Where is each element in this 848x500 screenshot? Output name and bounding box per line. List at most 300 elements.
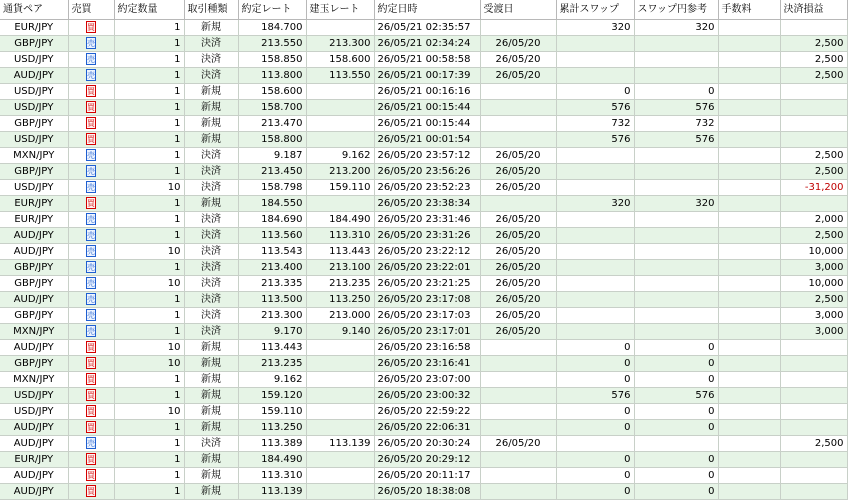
cell-swap-yen: 0 bbox=[634, 484, 718, 500]
cell-trade-type: 新規 bbox=[184, 404, 238, 420]
table-row[interactable] bbox=[0, 260, 847, 276]
table-row[interactable] bbox=[0, 84, 847, 100]
cell-fee bbox=[718, 356, 780, 372]
cell-swap-yen bbox=[634, 212, 718, 228]
cell-swap-yen bbox=[634, 148, 718, 164]
cell-fee bbox=[718, 148, 780, 164]
cell-swap-yen: 576 bbox=[634, 100, 718, 116]
sell-badge: 売 bbox=[87, 327, 95, 336]
cell-quantity: 1 bbox=[114, 196, 184, 212]
cell-quantity: 1 bbox=[114, 52, 184, 68]
cell-trade-type: 決済 bbox=[184, 212, 238, 228]
cell-swap-total: 576 bbox=[556, 388, 634, 404]
cell-pnl bbox=[780, 404, 847, 420]
cell-swap-yen bbox=[634, 52, 718, 68]
cell-fee bbox=[718, 84, 780, 100]
table-row[interactable] bbox=[0, 68, 847, 84]
cell-swap-total bbox=[556, 324, 634, 340]
cell-swap-total: 0 bbox=[556, 404, 634, 420]
cell-exec-datetime: 26/05/21 00:15:44 bbox=[374, 116, 480, 132]
cell-exec-rate: 184.490 bbox=[238, 452, 306, 468]
cell-quantity: 10 bbox=[114, 180, 184, 196]
buy-badge: 買 bbox=[87, 103, 95, 112]
cell-side bbox=[68, 388, 114, 404]
cell-pair: AUD/JPY bbox=[0, 244, 68, 260]
table-row[interactable] bbox=[0, 116, 847, 132]
cell-pnl bbox=[780, 420, 847, 436]
cell-quantity: 1 bbox=[114, 436, 184, 452]
cell-quantity: 1 bbox=[114, 148, 184, 164]
cell-exec-rate: 9.162 bbox=[238, 372, 306, 388]
cell-swap-yen: 576 bbox=[634, 132, 718, 148]
cell-exec-datetime: 26/05/20 23:16:41 bbox=[374, 356, 480, 372]
cell-pair: AUD/JPY bbox=[0, 420, 68, 436]
table-row[interactable] bbox=[0, 228, 847, 244]
cell-trade-type: 決済 bbox=[184, 324, 238, 340]
cell-quantity: 1 bbox=[114, 164, 184, 180]
cell-pair: GBP/JPY bbox=[0, 276, 68, 292]
table-row[interactable] bbox=[0, 340, 847, 356]
cell-exec-rate: 158.798 bbox=[238, 180, 306, 196]
cell-side bbox=[68, 180, 114, 196]
cell-side bbox=[68, 372, 114, 388]
cell-settle-date: 26/05/20 bbox=[480, 228, 556, 244]
cell-fee bbox=[718, 404, 780, 420]
cell-swap-total: 0 bbox=[556, 372, 634, 388]
cell-side bbox=[68, 436, 114, 452]
cell-side bbox=[68, 148, 114, 164]
cell-fee bbox=[718, 308, 780, 324]
cell-pnl: -31,200 bbox=[780, 180, 847, 196]
sell-badge: 売 bbox=[87, 215, 95, 224]
cell-swap-yen bbox=[634, 308, 718, 324]
column-header-pair[interactable]: 通貨ペア bbox=[0, 0, 68, 20]
column-header-fee[interactable]: 手数料 bbox=[718, 0, 780, 20]
cell-swap-total bbox=[556, 148, 634, 164]
cell-quantity: 1 bbox=[114, 116, 184, 132]
cell-fee bbox=[718, 340, 780, 356]
cell-side bbox=[68, 196, 114, 212]
cell-exec-datetime: 26/05/20 23:17:08 bbox=[374, 292, 480, 308]
cell-open-rate bbox=[306, 420, 374, 436]
cell-pair: USD/JPY bbox=[0, 132, 68, 148]
table-row[interactable] bbox=[0, 436, 847, 452]
cell-trade-type: 決済 bbox=[184, 68, 238, 84]
cell-settle-date: 26/05/20 bbox=[480, 324, 556, 340]
table-row[interactable] bbox=[0, 164, 847, 180]
cell-side bbox=[68, 52, 114, 68]
cell-side bbox=[68, 484, 114, 500]
table-row[interactable] bbox=[0, 324, 847, 340]
cell-exec-datetime: 26/05/20 23:31:46 bbox=[374, 212, 480, 228]
cell-open-rate: 113.310 bbox=[306, 228, 374, 244]
cell-pnl bbox=[780, 484, 847, 500]
sell-badge: 売 bbox=[87, 263, 95, 272]
buy-badge: 買 bbox=[87, 359, 95, 368]
table-body bbox=[0, 20, 847, 500]
cell-trade-type: 新規 bbox=[184, 388, 238, 404]
cell-pnl: 3,000 bbox=[780, 308, 847, 324]
cell-swap-total: 732 bbox=[556, 116, 634, 132]
cell-settle-date: 26/05/20 bbox=[480, 308, 556, 324]
cell-fee bbox=[718, 132, 780, 148]
cell-pair: GBP/JPY bbox=[0, 36, 68, 52]
cell-settle-date: 26/05/20 bbox=[480, 276, 556, 292]
cell-quantity: 10 bbox=[114, 356, 184, 372]
cell-side bbox=[68, 244, 114, 260]
cell-settle-date: 26/05/20 bbox=[480, 436, 556, 452]
cell-open-rate: 113.550 bbox=[306, 68, 374, 84]
cell-trade-type: 新規 bbox=[184, 420, 238, 436]
cell-open-rate bbox=[306, 404, 374, 420]
cell-swap-yen: 320 bbox=[634, 20, 718, 36]
cell-settle-date: 26/05/20 bbox=[480, 36, 556, 52]
cell-trade-type: 新規 bbox=[184, 484, 238, 500]
cell-open-rate: 9.162 bbox=[306, 148, 374, 164]
column-header-quantity[interactable]: 約定数量 bbox=[114, 0, 184, 20]
cell-side bbox=[68, 68, 114, 84]
cell-swap-total bbox=[556, 260, 634, 276]
column-header-swap-yen[interactable]: スワップ円参考 bbox=[634, 0, 718, 20]
cell-pnl bbox=[780, 20, 847, 36]
cell-trade-type: 新規 bbox=[184, 356, 238, 372]
cell-swap-yen: 732 bbox=[634, 116, 718, 132]
cell-quantity: 10 bbox=[114, 340, 184, 356]
cell-exec-datetime: 26/05/20 23:22:01 bbox=[374, 260, 480, 276]
cell-exec-rate: 158.800 bbox=[238, 132, 306, 148]
cell-settle-date bbox=[480, 116, 556, 132]
table-row[interactable] bbox=[0, 100, 847, 116]
sell-badge: 売 bbox=[87, 55, 95, 64]
cell-exec-datetime: 26/05/20 23:31:26 bbox=[374, 228, 480, 244]
cell-pnl: 2,500 bbox=[780, 52, 847, 68]
cell-quantity: 1 bbox=[114, 212, 184, 228]
cell-open-rate bbox=[306, 116, 374, 132]
cell-open-rate bbox=[306, 372, 374, 388]
cell-swap-total bbox=[556, 292, 634, 308]
cell-exec-datetime: 26/05/20 23:57:12 bbox=[374, 148, 480, 164]
cell-swap-total bbox=[556, 276, 634, 292]
cell-settle-date bbox=[480, 468, 556, 484]
cell-fee bbox=[718, 276, 780, 292]
sell-badge: 売 bbox=[87, 279, 95, 288]
cell-swap-yen: 320 bbox=[634, 196, 718, 212]
cell-swap-total bbox=[556, 52, 634, 68]
cell-pair: EUR/JPY bbox=[0, 20, 68, 36]
cell-quantity: 1 bbox=[114, 468, 184, 484]
cell-pair: USD/JPY bbox=[0, 100, 68, 116]
cell-side bbox=[68, 340, 114, 356]
sell-badge: 売 bbox=[87, 295, 95, 304]
cell-pnl bbox=[780, 84, 847, 100]
cell-side bbox=[68, 404, 114, 420]
cell-swap-yen bbox=[634, 260, 718, 276]
cell-fee bbox=[718, 116, 780, 132]
cell-settle-date: 26/05/20 bbox=[480, 244, 556, 260]
cell-pair: GBP/JPY bbox=[0, 356, 68, 372]
cell-exec-rate: 213.400 bbox=[238, 260, 306, 276]
cell-swap-yen bbox=[634, 164, 718, 180]
cell-trade-type: 決済 bbox=[184, 308, 238, 324]
buy-badge: 買 bbox=[87, 423, 95, 432]
cell-pair: USD/JPY bbox=[0, 404, 68, 420]
cell-pair: AUD/JPY bbox=[0, 484, 68, 500]
cell-fee bbox=[718, 452, 780, 468]
cell-open-rate: 113.139 bbox=[306, 436, 374, 452]
cell-exec-datetime: 26/05/21 02:35:57 bbox=[374, 20, 480, 36]
cell-settle-date bbox=[480, 484, 556, 500]
cell-pnl bbox=[780, 468, 847, 484]
cell-swap-yen: 0 bbox=[634, 372, 718, 388]
cell-pair: MXN/JPY bbox=[0, 324, 68, 340]
cell-pnl: 2,500 bbox=[780, 292, 847, 308]
cell-exec-datetime: 26/05/21 00:15:44 bbox=[374, 100, 480, 116]
cell-swap-yen: 0 bbox=[634, 468, 718, 484]
cell-swap-total: 0 bbox=[556, 452, 634, 468]
cell-side bbox=[68, 468, 114, 484]
table-row[interactable] bbox=[0, 356, 847, 372]
cell-fee bbox=[718, 36, 780, 52]
cell-quantity: 10 bbox=[114, 404, 184, 420]
cell-swap-total: 0 bbox=[556, 84, 634, 100]
cell-side bbox=[68, 356, 114, 372]
buy-badge: 買 bbox=[87, 455, 95, 464]
cell-exec-rate: 113.560 bbox=[238, 228, 306, 244]
cell-exec-rate: 213.235 bbox=[238, 356, 306, 372]
table-row[interactable] bbox=[0, 180, 847, 196]
sell-badge: 売 bbox=[87, 39, 95, 48]
cell-quantity: 1 bbox=[114, 20, 184, 36]
cell-pnl: 10,000 bbox=[780, 244, 847, 260]
cell-side bbox=[68, 420, 114, 436]
cell-trade-type: 決済 bbox=[184, 276, 238, 292]
cell-swap-total: 576 bbox=[556, 132, 634, 148]
table-row[interactable] bbox=[0, 388, 847, 404]
buy-badge: 買 bbox=[87, 343, 95, 352]
cell-trade-type: 新規 bbox=[184, 100, 238, 116]
cell-settle-date: 26/05/20 bbox=[480, 180, 556, 196]
cell-swap-yen: 0 bbox=[634, 356, 718, 372]
table-row[interactable] bbox=[0, 452, 847, 468]
table-row[interactable] bbox=[0, 276, 847, 292]
column-header-exec-datetime[interactable]: 約定日時 bbox=[374, 0, 480, 20]
cell-trade-type: 決済 bbox=[184, 180, 238, 196]
cell-swap-yen: 0 bbox=[634, 340, 718, 356]
cell-open-rate bbox=[306, 388, 374, 404]
sell-badge: 売 bbox=[87, 439, 95, 448]
column-header-open-rate[interactable]: 建玉レート bbox=[306, 0, 374, 20]
cell-fee bbox=[718, 164, 780, 180]
cell-quantity: 10 bbox=[114, 276, 184, 292]
cell-exec-rate: 158.850 bbox=[238, 52, 306, 68]
cell-trade-type: 新規 bbox=[184, 196, 238, 212]
cell-side bbox=[68, 100, 114, 116]
cell-swap-yen bbox=[634, 180, 718, 196]
cell-fee bbox=[718, 484, 780, 500]
table-row[interactable] bbox=[0, 372, 847, 388]
cell-open-rate: 213.200 bbox=[306, 164, 374, 180]
cell-swap-total bbox=[556, 36, 634, 52]
cell-quantity: 1 bbox=[114, 372, 184, 388]
cell-trade-type: 決済 bbox=[184, 244, 238, 260]
column-header-exec-rate[interactable]: 約定レート bbox=[238, 0, 306, 20]
cell-exec-rate: 184.690 bbox=[238, 212, 306, 228]
cell-quantity: 1 bbox=[114, 100, 184, 116]
cell-exec-datetime: 26/05/20 23:22:12 bbox=[374, 244, 480, 260]
cell-pnl bbox=[780, 452, 847, 468]
cell-trade-type: 決済 bbox=[184, 148, 238, 164]
cell-open-rate: 184.490 bbox=[306, 212, 374, 228]
sell-badge: 売 bbox=[87, 183, 95, 192]
cell-swap-total: 0 bbox=[556, 468, 634, 484]
cell-pair: GBP/JPY bbox=[0, 164, 68, 180]
table-row[interactable] bbox=[0, 308, 847, 324]
cell-side bbox=[68, 452, 114, 468]
cell-pnl: 3,000 bbox=[780, 260, 847, 276]
cell-quantity: 1 bbox=[114, 308, 184, 324]
cell-exec-datetime: 26/05/21 02:34:24 bbox=[374, 36, 480, 52]
cell-settle-date: 26/05/20 bbox=[480, 164, 556, 180]
cell-quantity: 1 bbox=[114, 452, 184, 468]
cell-exec-datetime: 26/05/20 23:00:32 bbox=[374, 388, 480, 404]
cell-pair: AUD/JPY bbox=[0, 436, 68, 452]
cell-exec-datetime: 26/05/20 23:56:26 bbox=[374, 164, 480, 180]
cell-fee bbox=[718, 180, 780, 196]
cell-settle-date bbox=[480, 404, 556, 420]
buy-badge: 買 bbox=[87, 471, 95, 480]
cell-pnl bbox=[780, 196, 847, 212]
cell-side bbox=[68, 132, 114, 148]
cell-fee bbox=[718, 468, 780, 484]
buy-badge: 買 bbox=[87, 135, 95, 144]
cell-swap-total bbox=[556, 308, 634, 324]
cell-trade-type: 決済 bbox=[184, 164, 238, 180]
cell-open-rate bbox=[306, 356, 374, 372]
cell-exec-datetime: 26/05/20 23:07:00 bbox=[374, 372, 480, 388]
cell-exec-datetime: 26/05/21 00:17:39 bbox=[374, 68, 480, 84]
cell-exec-datetime: 26/05/21 00:16:16 bbox=[374, 84, 480, 100]
buy-badge: 買 bbox=[87, 119, 95, 128]
column-header-side[interactable]: 売買 bbox=[68, 0, 114, 20]
cell-swap-yen bbox=[634, 324, 718, 340]
cell-trade-type: 新規 bbox=[184, 372, 238, 388]
cell-swap-yen bbox=[634, 244, 718, 260]
cell-pair: AUD/JPY bbox=[0, 68, 68, 84]
sell-badge: 売 bbox=[87, 151, 95, 160]
cell-fee bbox=[718, 436, 780, 452]
cell-open-rate: 113.443 bbox=[306, 244, 374, 260]
buy-badge: 買 bbox=[87, 375, 95, 384]
cell-exec-rate: 158.600 bbox=[238, 84, 306, 100]
cell-fee bbox=[718, 196, 780, 212]
cell-exec-datetime: 26/05/21 00:58:58 bbox=[374, 52, 480, 68]
cell-swap-total: 320 bbox=[556, 20, 634, 36]
cell-exec-datetime: 26/05/21 00:01:54 bbox=[374, 132, 480, 148]
cell-swap-total bbox=[556, 164, 634, 180]
cell-settle-date bbox=[480, 388, 556, 404]
cell-quantity: 1 bbox=[114, 84, 184, 100]
cell-quantity: 1 bbox=[114, 228, 184, 244]
buy-badge: 買 bbox=[87, 87, 95, 96]
cell-quantity: 1 bbox=[114, 484, 184, 500]
cell-settle-date: 26/05/20 bbox=[480, 260, 556, 276]
cell-exec-datetime: 26/05/20 23:21:25 bbox=[374, 276, 480, 292]
column-header-settle-date[interactable]: 受渡日 bbox=[480, 0, 556, 20]
table-row[interactable] bbox=[0, 148, 847, 164]
cell-pnl bbox=[780, 372, 847, 388]
cell-fee bbox=[718, 324, 780, 340]
cell-settle-date bbox=[480, 100, 556, 116]
column-header-pnl[interactable]: 決済損益 bbox=[780, 0, 847, 20]
table-row[interactable] bbox=[0, 420, 847, 436]
sell-badge: 売 bbox=[87, 231, 95, 240]
table-row[interactable] bbox=[0, 20, 847, 36]
cell-settle-date bbox=[480, 340, 556, 356]
cell-settle-date bbox=[480, 452, 556, 468]
cell-exec-datetime: 26/05/20 20:29:12 bbox=[374, 452, 480, 468]
cell-trade-type: 決済 bbox=[184, 52, 238, 68]
cell-exec-rate: 113.389 bbox=[238, 436, 306, 452]
cell-quantity: 10 bbox=[114, 244, 184, 260]
table-row[interactable] bbox=[0, 36, 847, 52]
column-header-trade-type[interactable]: 取引種類 bbox=[184, 0, 238, 20]
cell-trade-type: 新規 bbox=[184, 20, 238, 36]
buy-badge: 買 bbox=[87, 487, 95, 496]
cell-quantity: 1 bbox=[114, 132, 184, 148]
table-row[interactable] bbox=[0, 212, 847, 228]
cell-settle-date bbox=[480, 420, 556, 436]
cell-side bbox=[68, 116, 114, 132]
cell-exec-rate: 158.700 bbox=[238, 100, 306, 116]
cell-swap-total bbox=[556, 244, 634, 260]
cell-side bbox=[68, 260, 114, 276]
table-row[interactable] bbox=[0, 52, 847, 68]
cell-quantity: 1 bbox=[114, 292, 184, 308]
cell-fee bbox=[718, 52, 780, 68]
table-row[interactable] bbox=[0, 244, 847, 260]
cell-fee bbox=[718, 244, 780, 260]
cell-pnl bbox=[780, 356, 847, 372]
table-row[interactable] bbox=[0, 196, 847, 212]
cell-trade-type: 新規 bbox=[184, 468, 238, 484]
cell-pnl bbox=[780, 116, 847, 132]
column-header-swap-total[interactable]: 累計スワップ bbox=[556, 0, 634, 20]
cell-swap-total: 0 bbox=[556, 340, 634, 356]
table-row[interactable] bbox=[0, 484, 847, 500]
cell-pnl bbox=[780, 340, 847, 356]
cell-pnl: 3,000 bbox=[780, 324, 847, 340]
cell-fee bbox=[718, 228, 780, 244]
cell-settle-date bbox=[480, 372, 556, 388]
cell-quantity: 1 bbox=[114, 388, 184, 404]
cell-swap-yen bbox=[634, 68, 718, 84]
table-row[interactable] bbox=[0, 404, 847, 420]
cell-swap-yen: 576 bbox=[634, 388, 718, 404]
cell-pair: GBP/JPY bbox=[0, 260, 68, 276]
table-row[interactable] bbox=[0, 292, 847, 308]
cell-trade-type: 決済 bbox=[184, 292, 238, 308]
cell-exec-rate: 113.139 bbox=[238, 484, 306, 500]
table-row[interactable] bbox=[0, 468, 847, 484]
sell-badge: 売 bbox=[87, 71, 95, 80]
cell-swap-yen: 0 bbox=[634, 84, 718, 100]
table-row[interactable] bbox=[0, 132, 847, 148]
sell-badge: 売 bbox=[87, 247, 95, 256]
cell-swap-total bbox=[556, 436, 634, 452]
cell-settle-date bbox=[480, 84, 556, 100]
cell-swap-yen bbox=[634, 292, 718, 308]
cell-exec-rate: 213.470 bbox=[238, 116, 306, 132]
